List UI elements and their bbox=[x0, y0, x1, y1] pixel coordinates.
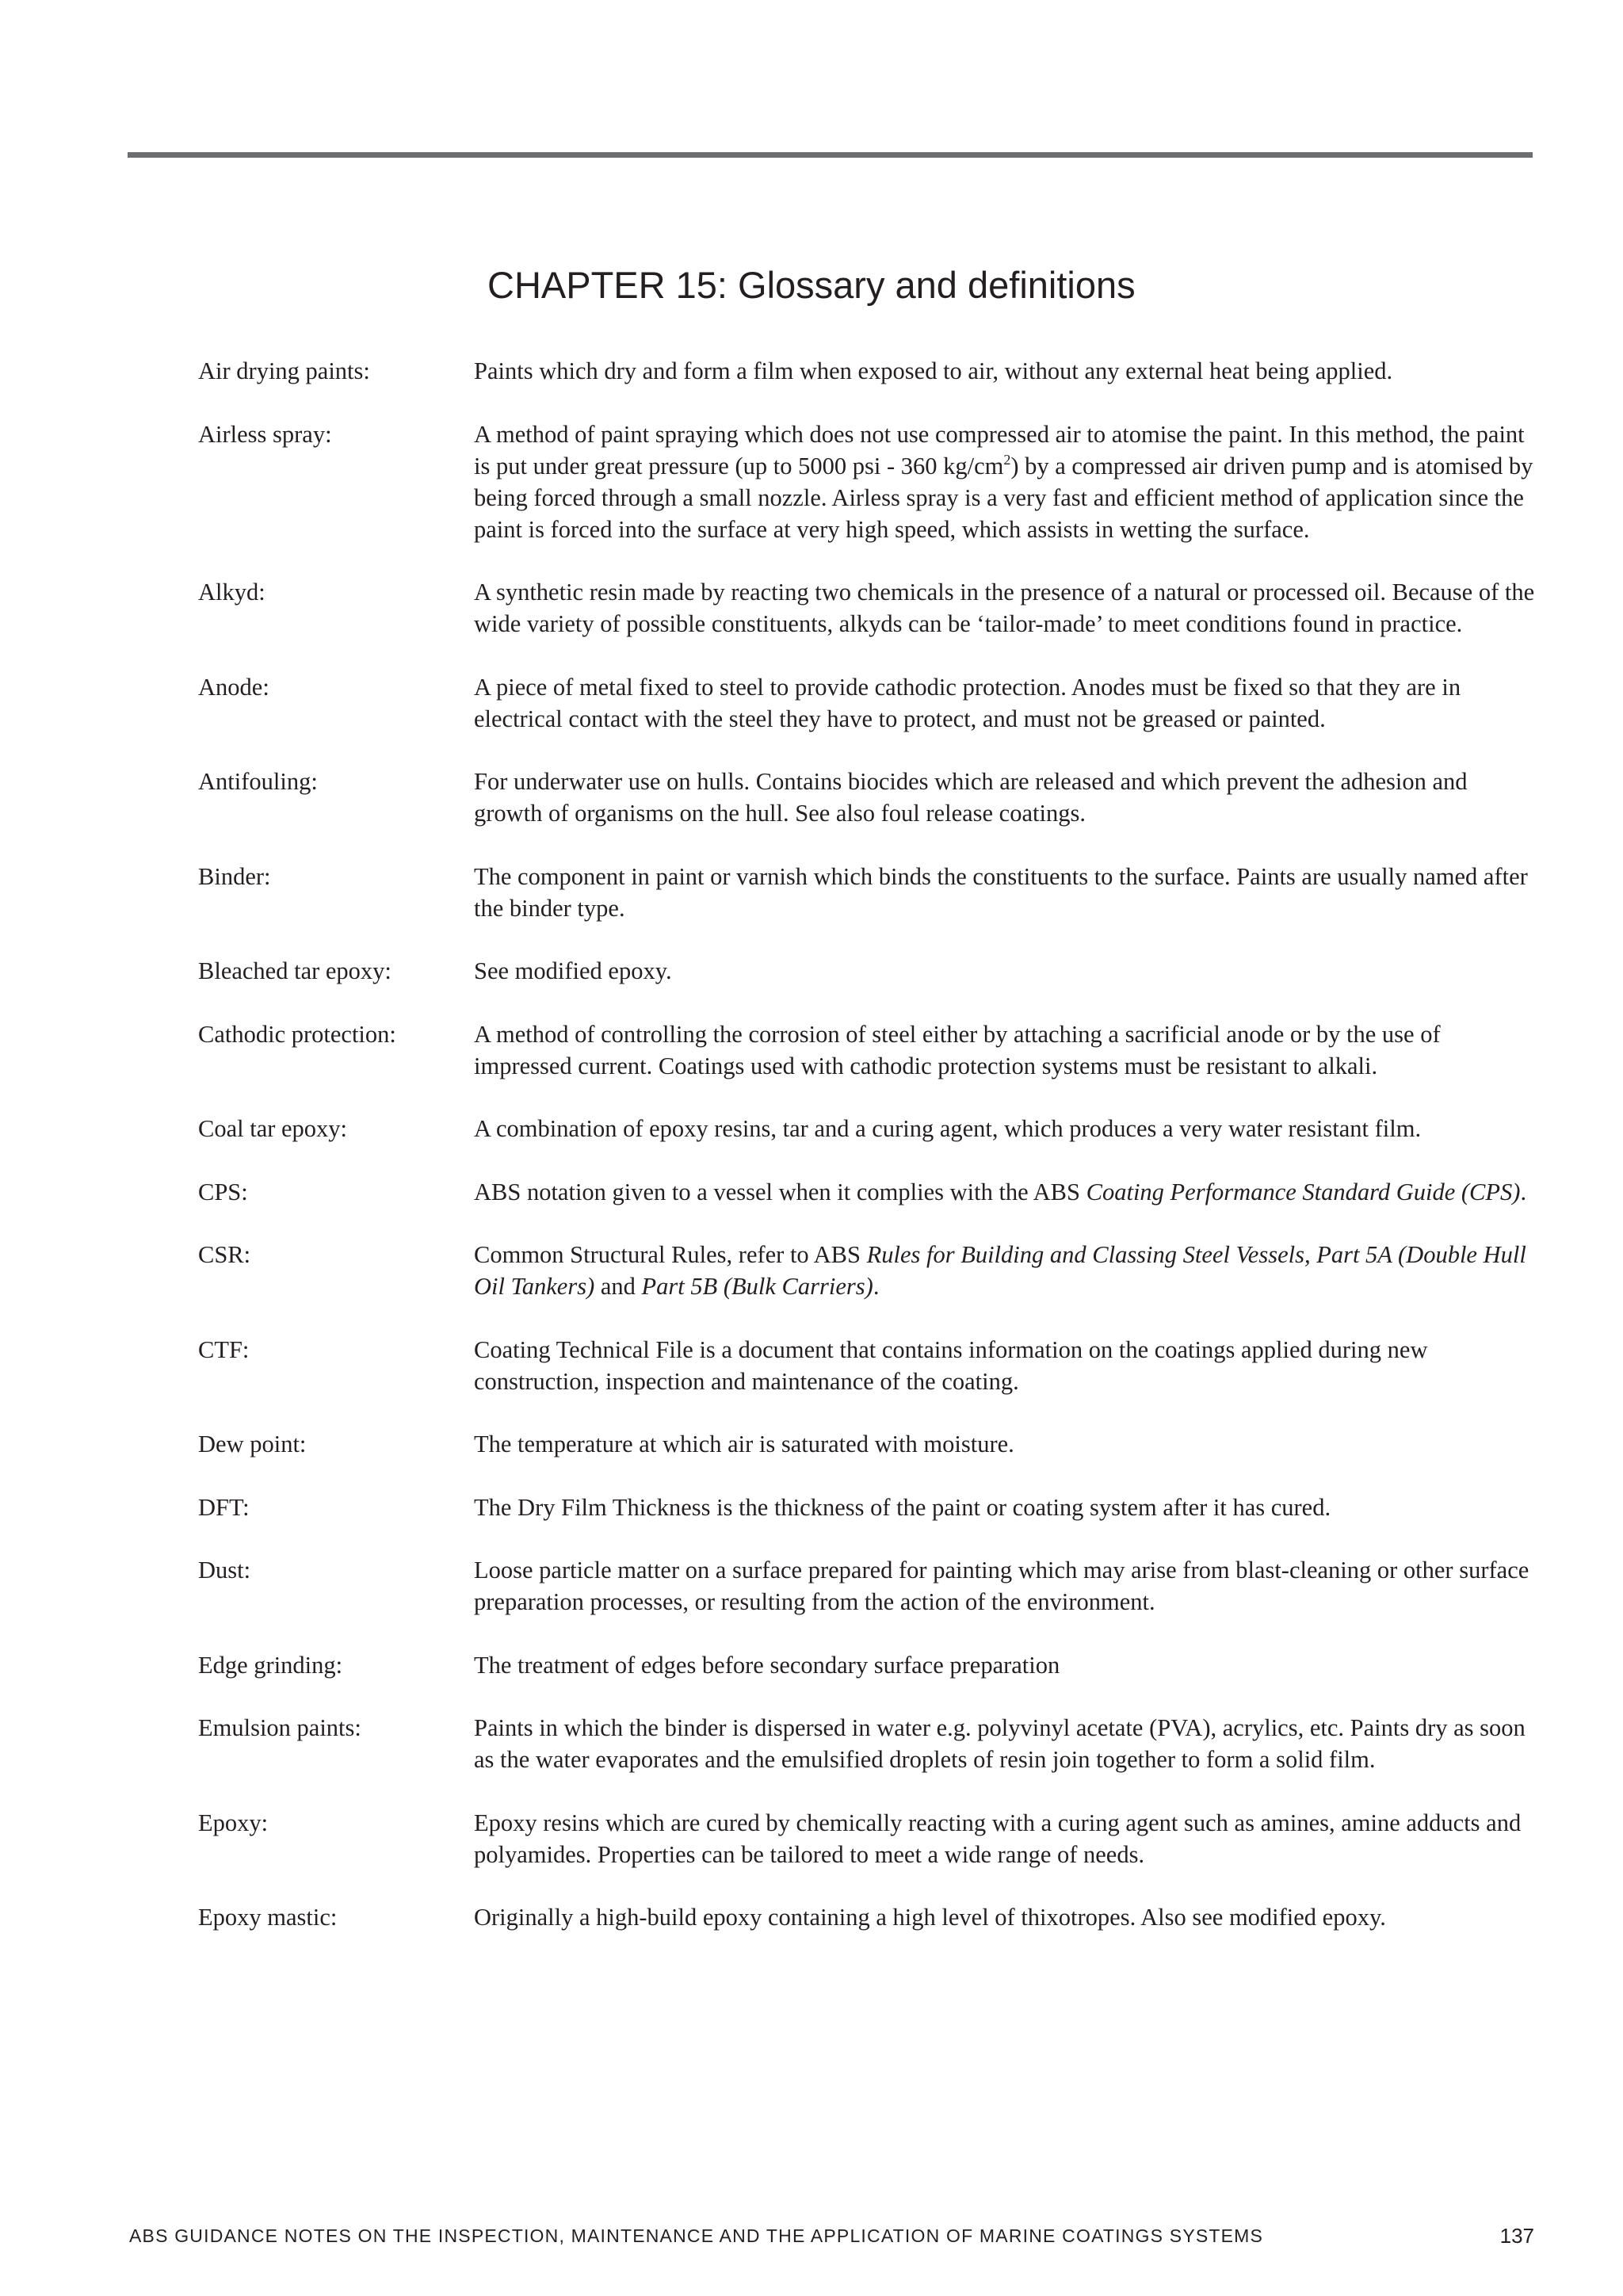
glossary-definition bbox=[474, 1239, 1537, 1302]
glossary-definition bbox=[474, 1492, 1537, 1523]
glossary-definition bbox=[474, 418, 1537, 545]
definition-text: A synthetic resin made by reacting two chemicals in the presence of a natural or processed oil. Because of the wide variety of possible constituents, alkyds can be ‘tailor-made’ to meet conditions found in practice. bbox=[474, 579, 1535, 637]
definition-text: . bbox=[873, 1273, 880, 1300]
definition-text: See modified epoxy. bbox=[474, 957, 672, 984]
glossary-entry bbox=[198, 1176, 1537, 1208]
superscript: 2 bbox=[1003, 451, 1011, 468]
chapter-title: CHAPTER 15: Glossary and definitions bbox=[487, 264, 1136, 306]
glossary-entry bbox=[198, 1492, 1537, 1523]
glossary-definition bbox=[474, 766, 1537, 829]
glossary-entry bbox=[198, 1334, 1537, 1397]
definition-text: The treatment of edges before secondary surface preparation bbox=[474, 1651, 1060, 1679]
footer-text: ABS GUIDANCE NOTES ON THE INSPECTION, MAINTENANCE AND THE APPLICATION OF MARINE COATINGS SYSTEMS bbox=[129, 2225, 1264, 2246]
glossary-definition bbox=[474, 1554, 1537, 1618]
definition-text: For underwater use on hulls. Contains biocides which are released and which prevent the adhesion and growth of organisms on the hull. See also foul release coatings. bbox=[474, 768, 1468, 827]
definition-text: Loose particle matter on a surface prepared for painting which may arise from blast-cleaning or other surface preparation processes, or resulting from the action of the environment. bbox=[474, 1557, 1529, 1615]
glossary-term: Dust: bbox=[198, 1557, 251, 1584]
glossary-term: Airless spray: bbox=[198, 420, 332, 448]
glossary-definition bbox=[474, 1176, 1537, 1208]
glossary-term: CPS: bbox=[198, 1178, 248, 1205]
definition-text: Paints which dry and form a film when exposed to air, without any external heat being applied. bbox=[474, 357, 1393, 384]
definition-text: ABS notation given to a vessel when it complies with the ABS bbox=[474, 1178, 1086, 1205]
glossary-definition bbox=[474, 1807, 1537, 1870]
glossary-entry bbox=[198, 576, 1537, 640]
glossary-term: CSR: bbox=[198, 1241, 251, 1268]
glossary-term: Epoxy mastic: bbox=[198, 1904, 338, 1931]
page-number: 137 bbox=[1499, 2224, 1534, 2248]
italic-text: Rules for Building and Classing Steel Vessels, Part 5A (Double Hull Oil Tankers) bbox=[474, 1241, 1526, 1300]
definition-text: and bbox=[594, 1273, 642, 1300]
glossary-definition bbox=[474, 861, 1537, 924]
definition-text: A method of controlling the corrosion of steel either by attaching a sacrificial anode or by the use of impressed current. Coatings used with cathodic protection systems must be resistant to alkali. bbox=[474, 1020, 1441, 1079]
glossary-term: Alkyd: bbox=[198, 579, 265, 606]
glossary-term: DFT: bbox=[198, 1493, 250, 1521]
definition-text: Common Structural Rules, refer to ABS bbox=[474, 1241, 867, 1268]
glossary-entry bbox=[198, 355, 1537, 387]
glossary-term: Edge grinding: bbox=[198, 1651, 343, 1679]
glossary-definition bbox=[474, 1018, 1537, 1082]
definition-text: Paints in which the binder is dispersed in water e.g. polyvinyl acetate (PVA), acrylics, etc. Paints dry as soon as the water evaporates and the emulsified droplets of resin join together to form a solid film. bbox=[474, 1714, 1526, 1773]
glossary-definition bbox=[474, 1428, 1537, 1460]
glossary-term: Dew point: bbox=[198, 1431, 307, 1457]
definition-text: Epoxy resins which are cured by chemically reacting with a curing agent such as amines, amine adducts and polyamides. Properties can be tailored to meet a wide range of needs. bbox=[474, 1809, 1522, 1868]
glossary-definition bbox=[474, 955, 1537, 987]
glossary-term: Bleached tar epoxy: bbox=[198, 957, 391, 984]
definition-text: A method of paint spraying which does not use compressed air to atomise the paint. In this method, the paint is put under great pressure (up to 5000 psi - 360 kg/cm bbox=[474, 420, 1525, 479]
glossary-term: Antifouling: bbox=[198, 768, 318, 795]
glossary-term: Epoxy: bbox=[198, 1809, 269, 1836]
definition-text: Coating Technical File is a document that contains information on the coatings applied during new construction, inspection and maintenance of the coating. bbox=[474, 1335, 1428, 1395]
glossary-term: Coal tar epoxy: bbox=[198, 1115, 348, 1142]
glossary-definition bbox=[474, 1649, 1537, 1681]
glossary-entry bbox=[198, 1239, 1537, 1302]
italic-text: Coating Performance Standard Guide (CPS) bbox=[1086, 1178, 1521, 1205]
glossary-term: CTF: bbox=[198, 1335, 250, 1363]
header-rule bbox=[128, 152, 1533, 158]
glossary-definition bbox=[474, 1901, 1537, 1933]
glossary-definition bbox=[474, 671, 1537, 735]
glossary-term: Emulsion paints: bbox=[198, 1714, 361, 1741]
glossary-entry bbox=[198, 1901, 1537, 1933]
definition-text: The Dry Film Thickness is the thickness of the paint or coating system after it has cured. bbox=[474, 1493, 1331, 1521]
glossary-definition bbox=[474, 1113, 1537, 1144]
glossary-entry bbox=[198, 1428, 1537, 1460]
glossary-entry bbox=[198, 671, 1537, 735]
glossary-term: Binder: bbox=[198, 862, 271, 890]
glossary-entry bbox=[198, 418, 1537, 545]
glossary-entry bbox=[198, 861, 1537, 924]
glossary-definition bbox=[474, 1334, 1537, 1397]
glossary-term: Cathodic protection: bbox=[198, 1020, 396, 1048]
glossary-entry bbox=[198, 955, 1537, 987]
definition-text: Originally a high-build epoxy containing a high level of thixotropes. Also see modified epoxy. bbox=[474, 1904, 1386, 1931]
glossary-definition bbox=[474, 1712, 1537, 1775]
glossary-definition bbox=[474, 355, 1537, 387]
glossary-entry bbox=[198, 1712, 1537, 1775]
glossary-entry bbox=[198, 1649, 1537, 1681]
glossary-entry bbox=[198, 1113, 1537, 1144]
glossary-entry bbox=[198, 1018, 1537, 1082]
definition-text: The temperature at which air is saturated with moisture. bbox=[474, 1431, 1014, 1457]
definition-text: The component in paint or varnish which binds the constituents to the surface. Paints are usually named after the binder type. bbox=[474, 862, 1528, 922]
glossary-entry bbox=[198, 766, 1537, 829]
glossary-definition bbox=[474, 576, 1537, 640]
glossary-list bbox=[198, 355, 1537, 1965]
definition-text: A combination of epoxy resins, tar and a curing agent, which produces a very water resistant film. bbox=[474, 1115, 1422, 1142]
definition-text: . bbox=[1520, 1178, 1527, 1205]
glossary-entry bbox=[198, 1554, 1537, 1618]
glossary-entry bbox=[198, 1807, 1537, 1870]
italic-text: Part 5B (Bulk Carriers) bbox=[641, 1273, 873, 1300]
definition-text: A piece of metal fixed to steel to provide cathodic protection. Anodes must be fixed so that they are in electrical contact with the steel they have to protect, and must not be greased or painted. bbox=[474, 673, 1461, 732]
definition-text: ) by a compressed air driven pump and is atomised by being forced through a small nozzle. Airless spray is a very fast and efficient method of application since the paint is forced into the surface at very high speed, which assists in wetting the surface. bbox=[474, 452, 1533, 543]
glossary-term: Anode: bbox=[198, 673, 269, 701]
glossary-term: Air drying paints: bbox=[198, 357, 370, 384]
